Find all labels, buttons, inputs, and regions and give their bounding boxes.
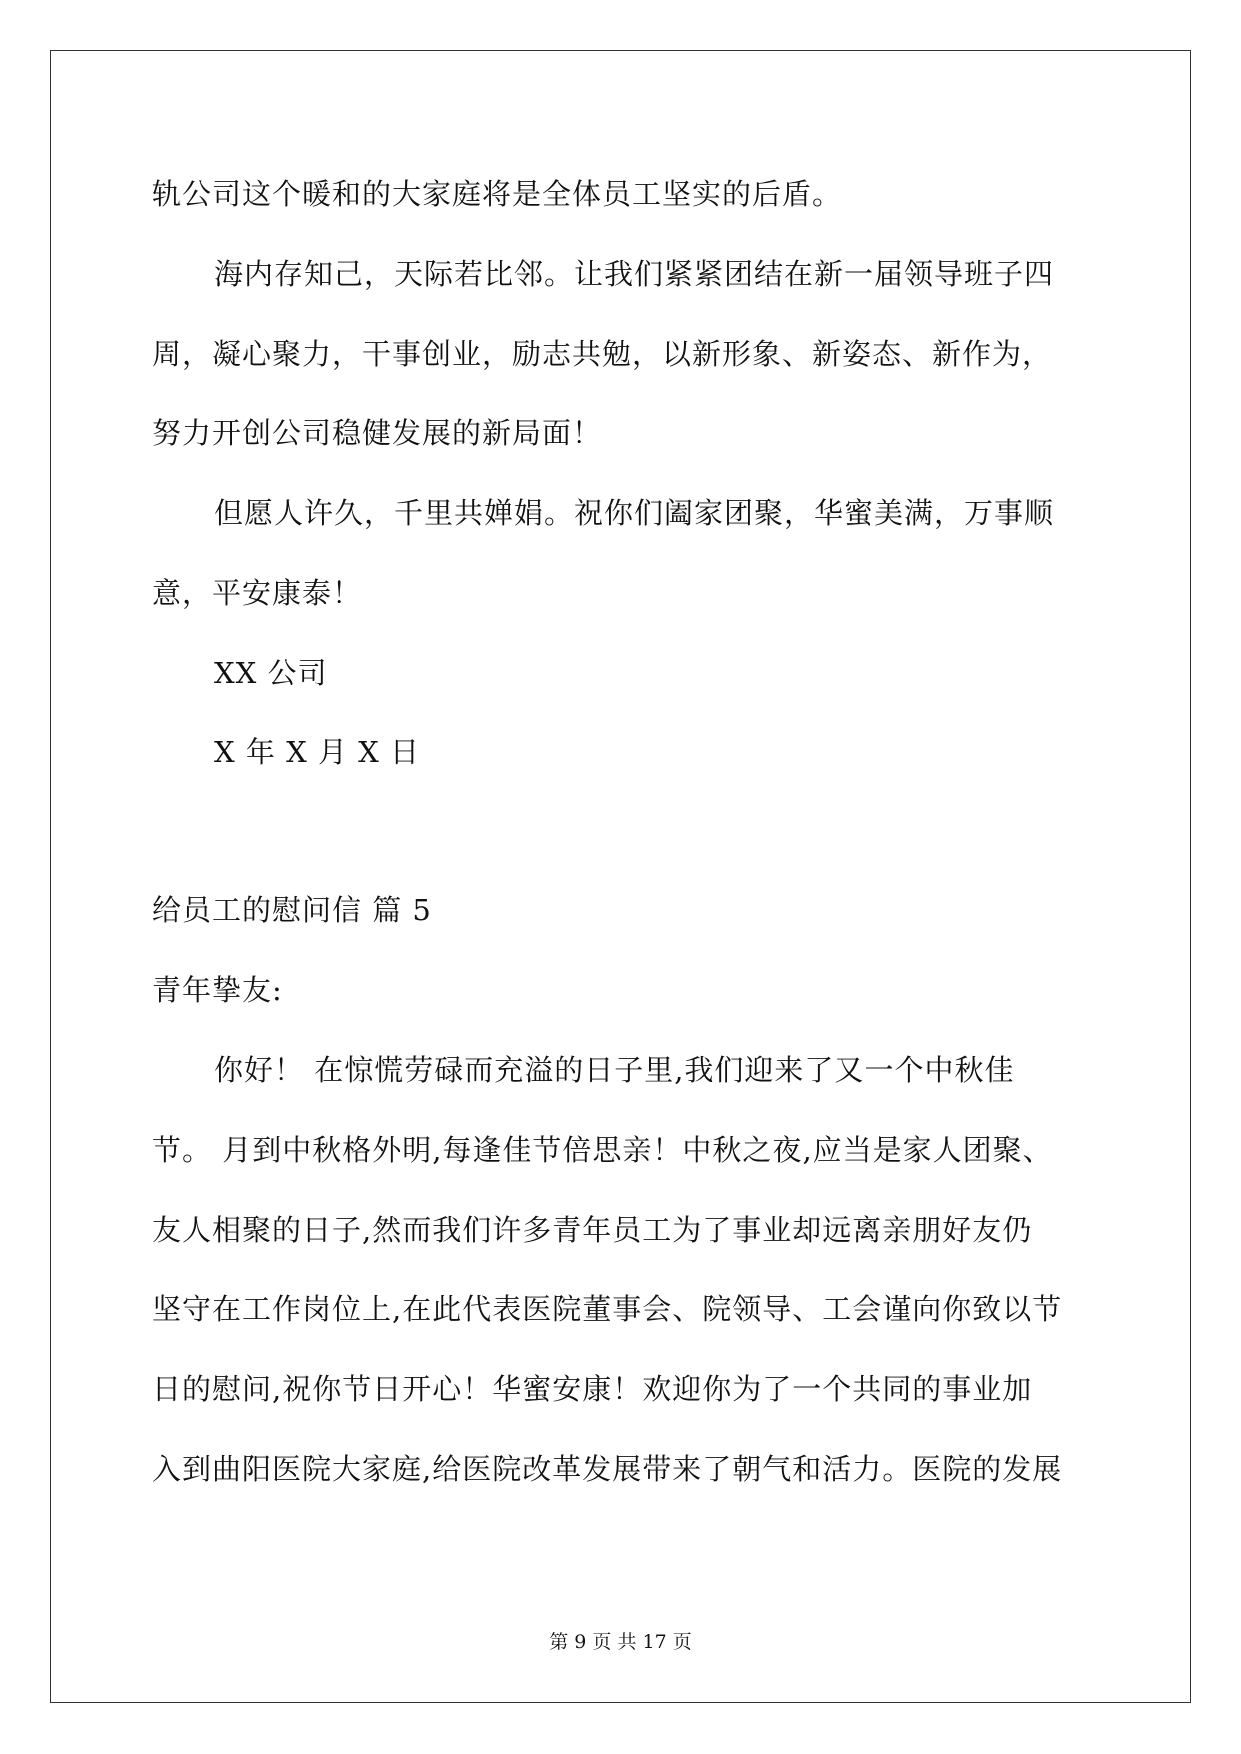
section-heading: 给员工的慰问信 篇 5 bbox=[152, 893, 432, 927]
text-line-6: 意，平安康泰！ bbox=[152, 576, 363, 610]
text-line-14: 坚守在工作岗位上,在此代表医院董事会、院领导、工会谨向你致以节 bbox=[152, 1292, 1063, 1326]
text-line-16: 入到曲阳医院大家庭,给医院改革发展带来了朝气和活力。医院的发展 bbox=[152, 1452, 1063, 1486]
text-line-15: 日的慰问,祝你节日开心！华蜜安康！欢迎你为了一个共同的事业加 bbox=[152, 1372, 1033, 1406]
text-line-4: 努力开创公司稳健发展的新局面！ bbox=[152, 416, 603, 450]
page-number-footer: 第 9 页 共 17 页 bbox=[549, 1631, 692, 1653]
text-line-11: 你好！ 在惊慌劳碌而充溢的日子里,我们迎来了又一个中秋佳 bbox=[214, 1053, 1015, 1087]
salutation: 青年挚友: bbox=[152, 973, 283, 1007]
text-line-5: 但愿人许久，千里共婵娟。祝你们阖家团聚，华蜜美满，万事顺 bbox=[214, 496, 1055, 530]
text-line-2: 海内存知己，天际若比邻。让我们紧紧团结在新一届领导班子四 bbox=[214, 257, 1055, 291]
signature-date: X 年 X 月 X 日 bbox=[214, 735, 421, 769]
text-line-12: 节。 月到中秋格外明,每逢佳节倍思亲！中秋之夜,应当是家人团聚、 bbox=[152, 1133, 1053, 1167]
text-line-3: 周，凝心聚力，干事创业，励志共勉，以新形象、新姿态、新作为， bbox=[152, 337, 1053, 371]
text-line-1: 轨公司这个暖和的大家庭将是全体员工坚实的后盾。 bbox=[152, 177, 843, 211]
text-line-13: 友人相聚的日子,然而我们许多青年员工为了事业却远离亲朋好友仍 bbox=[152, 1213, 1033, 1247]
signature-company: XX 公司 bbox=[214, 656, 328, 690]
